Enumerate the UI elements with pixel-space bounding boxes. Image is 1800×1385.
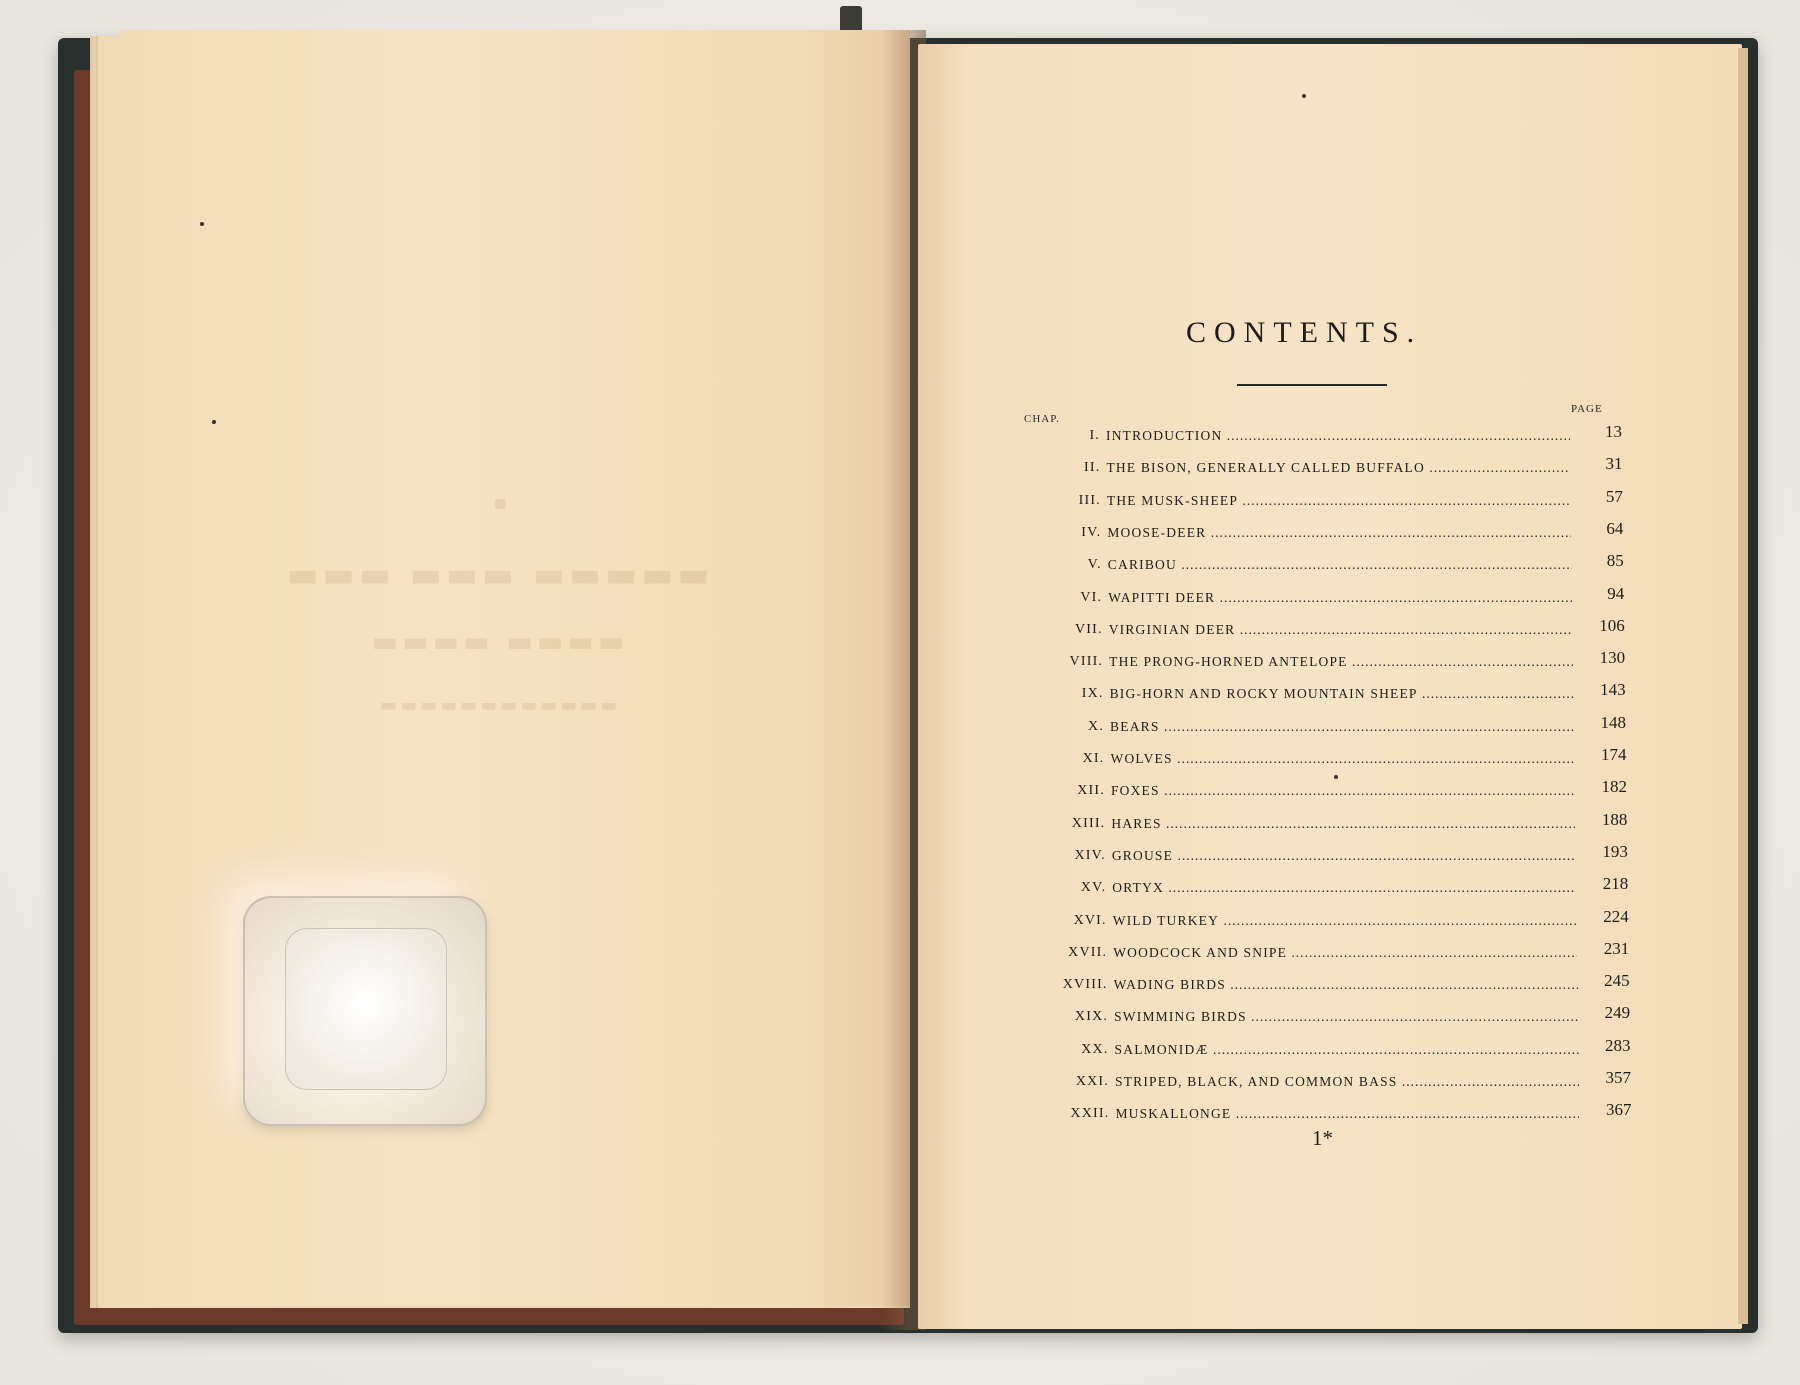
chapter-number: VII. bbox=[1074, 621, 1103, 637]
bleed-through-text: ▬▬▬▬ ▬▬▬▬ bbox=[371, 625, 629, 658]
chapter-title: BIG-HORN AND ROCKY MOUNTAIN SHEEP ..... bbox=[1110, 686, 1574, 702]
chapter-number: XV. bbox=[1080, 880, 1107, 896]
chapter-number: XVIII. bbox=[1062, 977, 1108, 993]
chapter-title: SWIMMING BIRDS ..... bbox=[1114, 1009, 1578, 1025]
chapter-page: 85 bbox=[1606, 551, 1624, 571]
chapter-number: XVI. bbox=[1073, 912, 1107, 928]
chapter-title: WAPITTI DEER ..... bbox=[1108, 590, 1572, 606]
chapter-page: 357 bbox=[1605, 1068, 1631, 1087]
chapter-number: VIII. bbox=[1069, 654, 1104, 670]
title-rule bbox=[1237, 384, 1387, 386]
paper-speck bbox=[200, 222, 204, 226]
contents-entry bbox=[1019, 1035, 1631, 1066]
chapter-title: THE MUSK-SHEEP ..... bbox=[1107, 493, 1571, 509]
chapter-title: WILD TURKEY ..... bbox=[1113, 913, 1577, 929]
contents-entry bbox=[1016, 841, 1628, 872]
contents-entry bbox=[1014, 680, 1626, 710]
right-page-edge bbox=[1738, 48, 1748, 1324]
chapter-page: 224 bbox=[1603, 906, 1629, 926]
chapter-number: XX. bbox=[1081, 1041, 1109, 1057]
page-header: PAGE bbox=[1571, 403, 1603, 415]
chapter-title: WADING BIRDS ..... bbox=[1114, 977, 1578, 993]
chapter-page: 13 bbox=[1605, 422, 1622, 441]
chapter-title: FOXES ..... bbox=[1111, 783, 1575, 799]
chapter-page: 143 bbox=[1600, 680, 1626, 700]
paper-speck bbox=[1334, 775, 1338, 779]
chapter-page: 130 bbox=[1599, 648, 1626, 668]
contents-entry bbox=[1016, 874, 1629, 904]
contents-entry bbox=[1010, 422, 1622, 452]
chap-header: CHAP. bbox=[1024, 413, 1060, 425]
contents-entry bbox=[1014, 712, 1627, 743]
chapter-page: 57 bbox=[1605, 486, 1623, 506]
glass-paperweight-face bbox=[285, 928, 447, 1090]
chapter-number: XXII. bbox=[1070, 1106, 1110, 1122]
chapter-number: II. bbox=[1084, 460, 1101, 476]
chapter-number: XIV. bbox=[1074, 847, 1106, 863]
chapter-title: WOODCOCK AND SNIPE ..... bbox=[1113, 945, 1577, 961]
chapter-number: IX. bbox=[1081, 686, 1104, 702]
chapter-title: CARIBOU ..... bbox=[1108, 557, 1572, 573]
chapter-page: 174 bbox=[1601, 745, 1627, 764]
contents-entry bbox=[1018, 1003, 1631, 1033]
paper-speck bbox=[212, 420, 216, 424]
chapter-title: VIRGINIAN DEER ..... bbox=[1109, 622, 1573, 638]
chapter-title: WOLVES ..... bbox=[1111, 751, 1575, 767]
chapter-page: 231 bbox=[1603, 938, 1630, 958]
chapter-page: 31 bbox=[1605, 454, 1623, 474]
contents-entry bbox=[1011, 518, 1624, 549]
contents-entry bbox=[1015, 809, 1628, 840]
contents-entry bbox=[1018, 971, 1630, 1001]
chapter-page: 106 bbox=[1599, 615, 1625, 635]
chapter-number: XIX. bbox=[1074, 1009, 1109, 1025]
contents-entry bbox=[1017, 938, 1630, 969]
chapter-title: THE BISON, GENERALLY CALLED BUFFALO ..... bbox=[1106, 460, 1570, 476]
chapter-number: X. bbox=[1088, 718, 1105, 734]
chapter-title: INTRODUCTION ..... bbox=[1106, 428, 1570, 444]
chapter-number: VI. bbox=[1080, 589, 1103, 605]
chapter-title: GROUSE ..... bbox=[1112, 848, 1576, 864]
chapter-title: BEARS ..... bbox=[1110, 719, 1574, 735]
chapter-page: 182 bbox=[1601, 777, 1627, 797]
bleed-through-text: ▬▬▬ ▬▬▬ ▬▬▬▬▬ bbox=[286, 555, 714, 595]
chapter-page: 283 bbox=[1605, 1035, 1631, 1055]
chapter-page: 94 bbox=[1607, 583, 1625, 603]
bleed-through-text: ▪ bbox=[493, 490, 507, 514]
contents-title: CONTENTS. bbox=[1186, 316, 1423, 349]
chapter-number: XIII. bbox=[1071, 815, 1106, 831]
paper-speck bbox=[1302, 94, 1306, 98]
chapter-number: XII. bbox=[1077, 783, 1105, 799]
chapter-title: SALMONIDÆ ..... bbox=[1115, 1042, 1579, 1058]
contents-entry bbox=[1011, 486, 1623, 517]
chapter-page: 64 bbox=[1606, 518, 1624, 538]
chapter-number: XVII. bbox=[1068, 944, 1108, 960]
chapter-number: XI. bbox=[1082, 751, 1105, 766]
contents-entry bbox=[1019, 1068, 1631, 1098]
chapter-page: 218 bbox=[1602, 874, 1629, 894]
chapter-title: THE PRONG-HORNED ANTELOPE ..... bbox=[1109, 654, 1573, 670]
page-folio: 1* bbox=[1312, 1126, 1333, 1150]
left-page bbox=[120, 30, 910, 1306]
chapter-page: 193 bbox=[1602, 841, 1628, 861]
contents-entry bbox=[1013, 615, 1625, 646]
chapter-title: ORTYX ..... bbox=[1112, 880, 1576, 896]
chapter-title: MOOSE-DEER ..... bbox=[1107, 525, 1571, 541]
chapter-number: III. bbox=[1078, 492, 1101, 508]
contents-entry bbox=[1012, 551, 1624, 581]
contents-entry bbox=[1012, 583, 1625, 614]
contents-entry bbox=[1013, 648, 1626, 678]
chapter-page: 249 bbox=[1604, 1003, 1631, 1023]
contents-entry bbox=[1015, 745, 1627, 775]
chapter-title: HARES ..... bbox=[1111, 816, 1575, 832]
chapter-page: 188 bbox=[1601, 809, 1628, 829]
chapter-number: I. bbox=[1089, 428, 1100, 443]
contents-entry bbox=[1017, 906, 1629, 937]
glass-paperweight bbox=[243, 896, 487, 1126]
contents-entry bbox=[1010, 454, 1623, 484]
chapter-title: STRIPED, BLACK, AND COMMON BASS ..... bbox=[1115, 1074, 1579, 1090]
contents-entry bbox=[1015, 777, 1627, 807]
bleed-through-text: ▬▬▬▬▬▬▬▬▬▬▬▬ bbox=[379, 695, 621, 716]
chapter-title: MUSKALLONGE ..... bbox=[1115, 1106, 1579, 1122]
chapter-number: V. bbox=[1087, 557, 1102, 573]
chapter-page: 367 bbox=[1605, 1100, 1632, 1120]
chapter-number: XXI. bbox=[1075, 1074, 1109, 1089]
chapter-page: 245 bbox=[1604, 971, 1630, 991]
chapter-page: 148 bbox=[1600, 712, 1627, 732]
chapter-number: IV. bbox=[1081, 524, 1102, 540]
